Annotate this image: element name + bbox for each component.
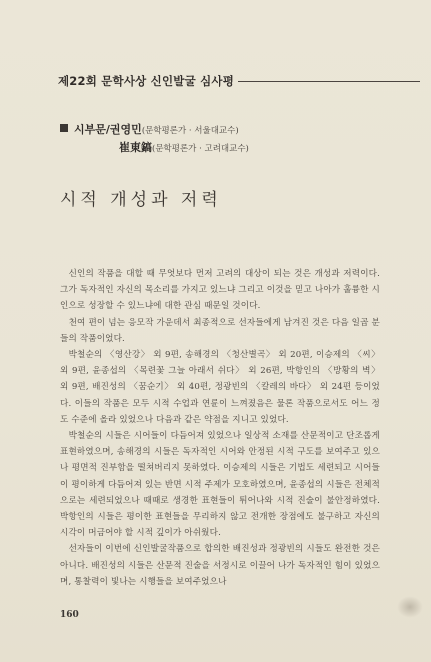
section-header [58, 73, 420, 89]
paragraph-4: 박철순의 시들은 시어들이 다듬어져 있었으나 일상적 소재를 산문적이고 단조롭게 표현하였으며, 송해경의 시들은 독자적인 시어와 안정된 시적 구도를 보여주고 있으나 평면적 진부함을 떨쳐버리지 못하였다. 이승제의 시들은 기법도 세련되고 시어들이 평이하게 다듬어져 있는 반면 시적 주제가 모호하였으며, 윤종섭의 시들은 전체적으로는 세련되었으나 때때로 생경한 표현들이 튀어나와 시적 진술이 불안정하였다. 박항인의 시들은 평이한 표현들을 무리하지 않고 전개한 장점에도 불구하고 자신의 시각이 머금어야 할 시적 깊이가 아쉬웠다. [60, 431, 380, 539]
byline-row-2 [60, 139, 249, 157]
byline-separator: / [105, 123, 110, 136]
reviewer-name-2: 崔東鎬 [119, 141, 152, 154]
reviewer-role-1: (문학평론가 · 서울대교수) [141, 126, 239, 136]
article-title: 시적 개성과 저력 [60, 190, 222, 210]
page-number: 160 [60, 610, 79, 620]
header-rule [238, 81, 420, 82]
byline [60, 121, 249, 157]
byline-category: 시부문 [74, 123, 106, 136]
paragraph-2: 천여 편이 넘는 응모작 가운데서 최종적으로 선자들에게 남겨진 것은 다음 일곱 분들의 작품이었다. [60, 317, 380, 344]
paragraph-3: 박철순의 〈영산강〉 외 9편, 송해경의 〈청산별곡〉 외 20편, 이승제의 〈씨〉 외 9편, 윤종섭의 〈목련꽃 그늘 아래서 쉬다〉 외 26편, 박항인의 〈방황의 벽〉 외 9편, 배진성의 〈꿈순기〉 외 40편, 정광빈의 〈칼레의 바다〉 외 24편 등이었다. 이들의 작품은 모두 시적 수업과 연륜이 느껴졌음은 물론 작품으로서도 어느 정도 수준에 올라 있었으나 다음과 같은 약점을 지니고 있었다. [60, 350, 380, 425]
reviewer-role-2: (문학평론가 · 고려대교수) [152, 144, 249, 154]
section-title: 제22회 문학사상 신인발굴 심사평 [58, 74, 235, 88]
paragraph-1: 신인의 작품을 대할 때 무엇보다 먼저 고려의 대상이 되는 것은 개성과 저력이다. 그가 독자적인 자신의 목소리를 가지고 있느냐 그리고 이것을 믿고 나아가 훌륭한 시인으로 성장할 수 있느냐에 대한 관심 때문일 것이다. [60, 269, 380, 312]
article-body [60, 266, 380, 590]
square-bullet-icon [60, 124, 68, 132]
paper-stain [397, 596, 423, 618]
paragraph-5: 선자들이 이번에 신인발굴작품으로 합의한 배진성과 정광빈의 시들도 완전한 것은 아니다. 배진성의 시들은 산문적 진술을 서정시로 이끌어 나가 독자적인 힘이 있었으며, 통찰력이 빛나는 시행들을 보여주었으나 [60, 544, 380, 587]
byline-row-1 [60, 121, 249, 139]
reviewer-name-1: 권영민 [109, 123, 142, 136]
